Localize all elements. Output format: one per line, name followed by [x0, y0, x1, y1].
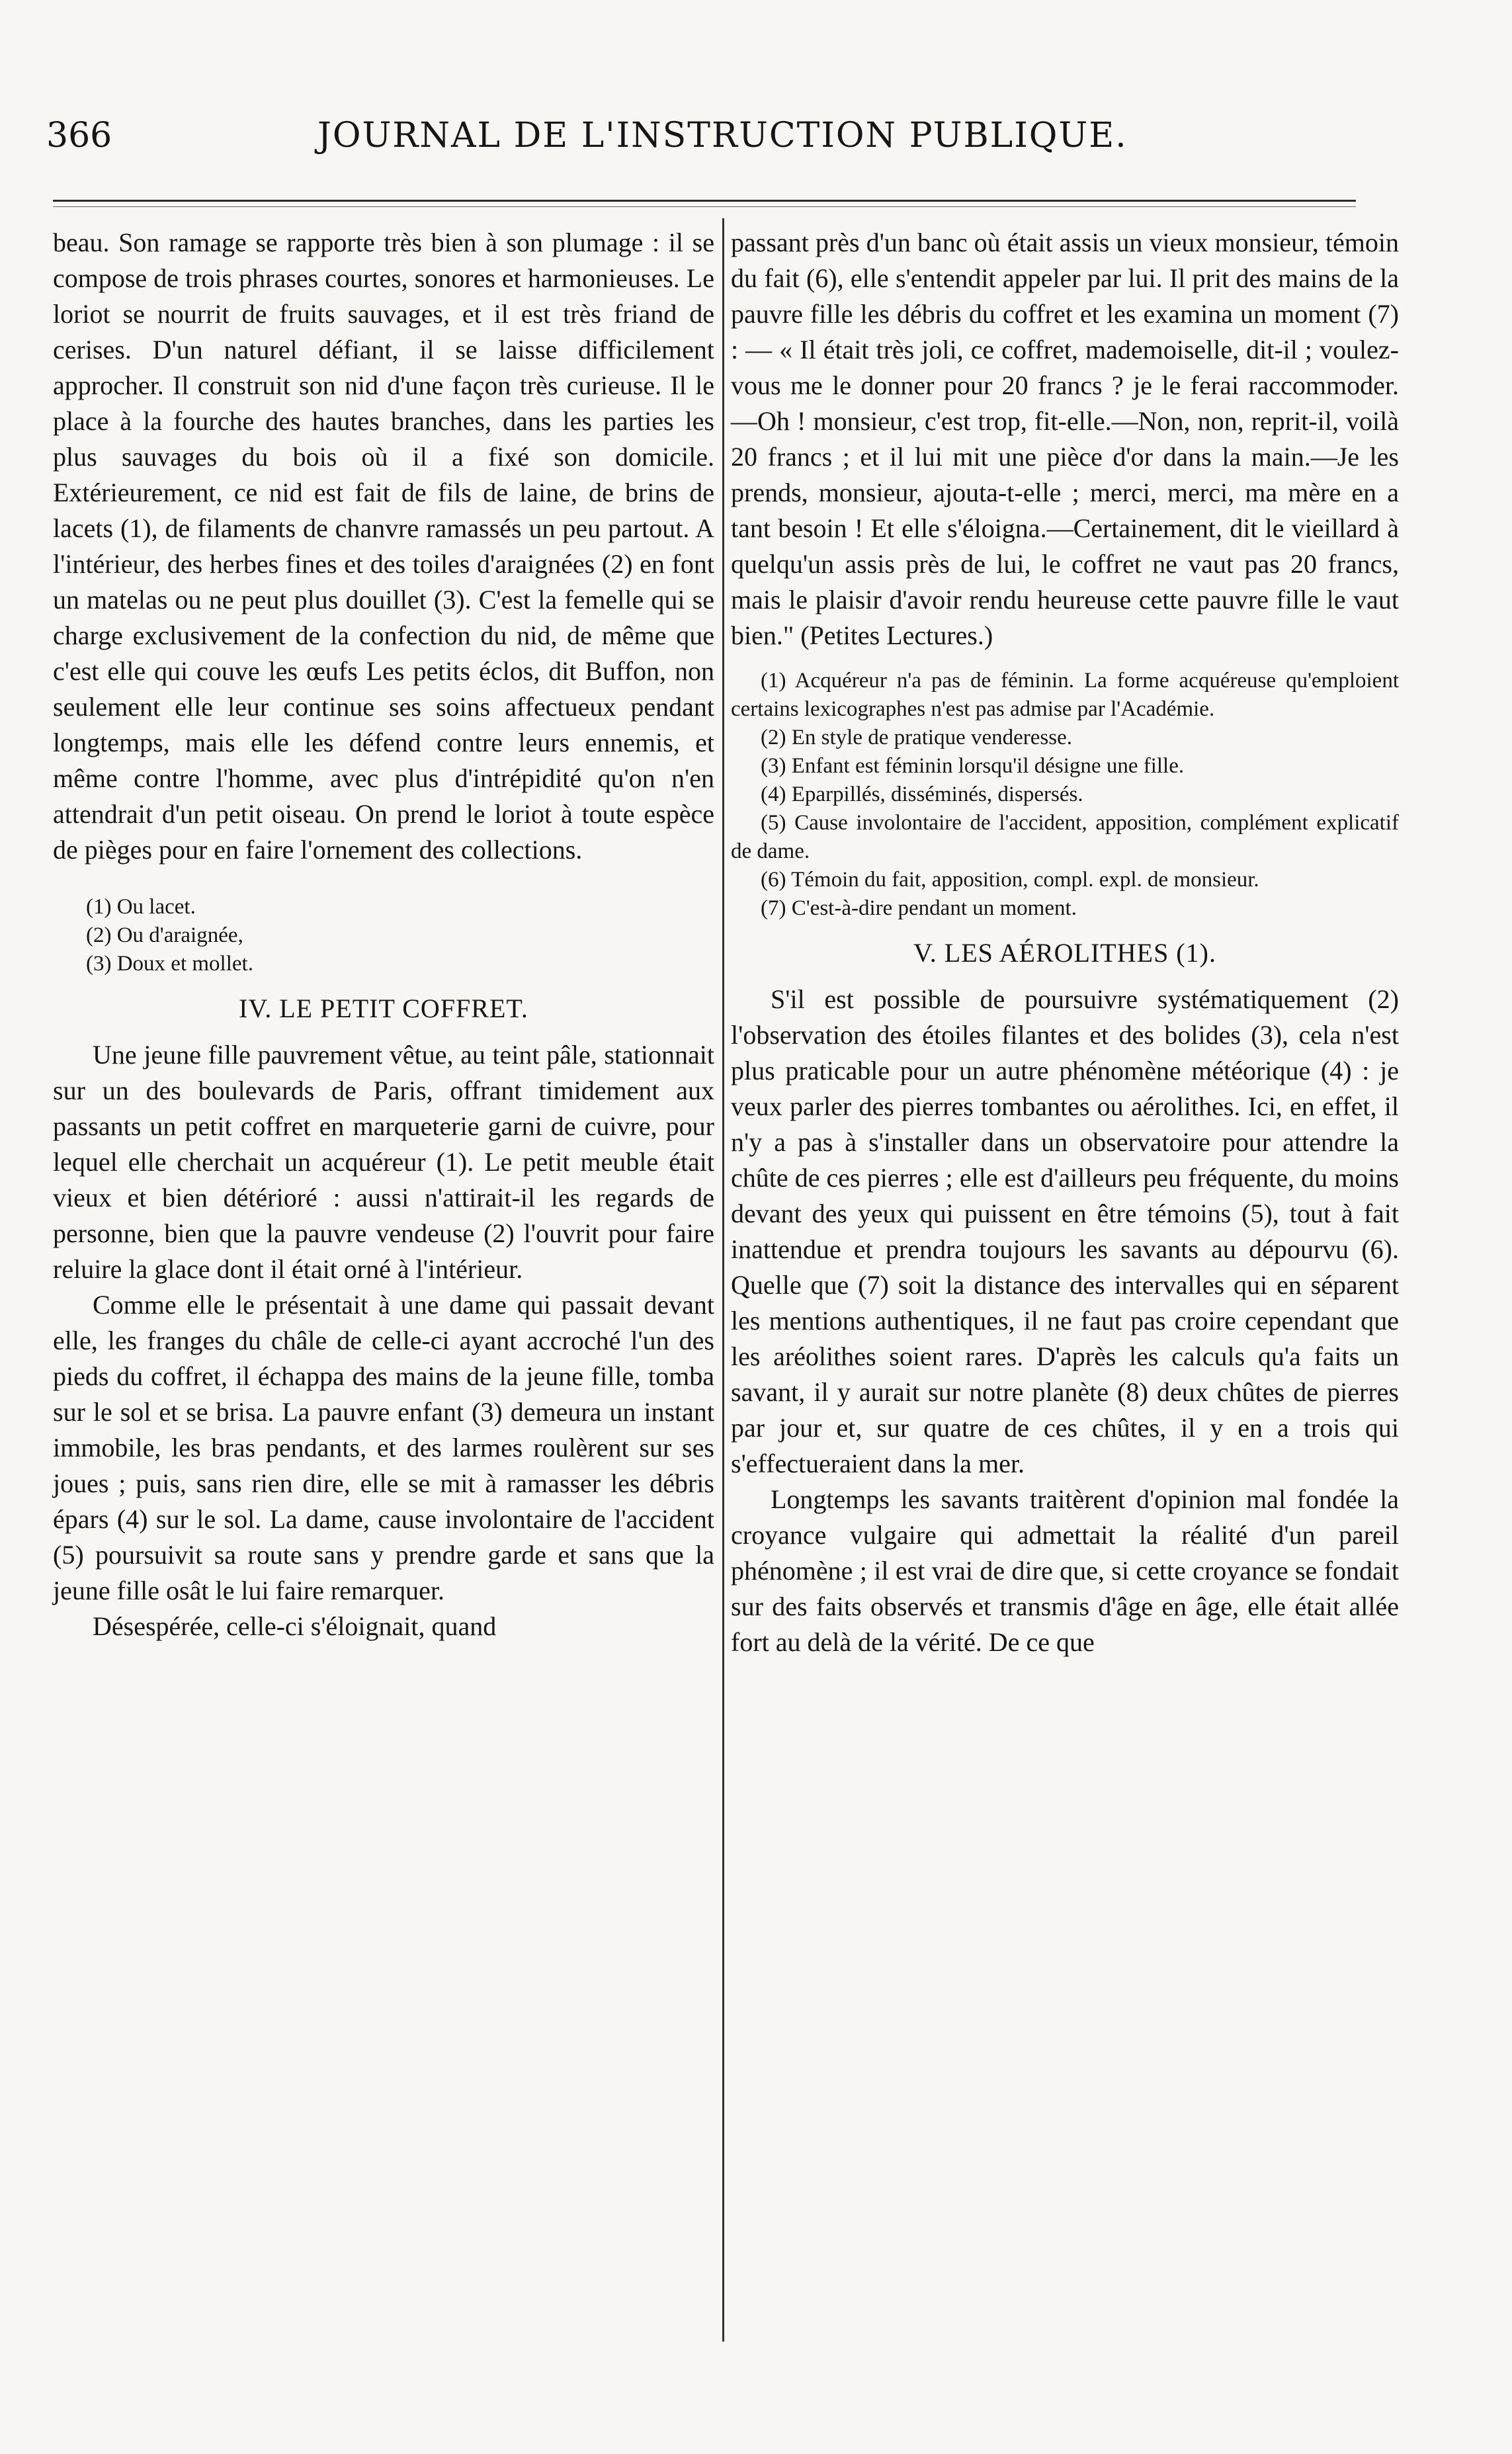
left-footnote-2: (2) Ou d'araignée, — [86, 923, 243, 947]
right-paragraph-1: passant près d'un banc où était assis un vieux monsieur, témoin du fait (6), elle s'entendit appeler par lui. Il prit des mains de la pauvre fille les débris du coffret et les examina un moment (7) : — « Il était très joli, ce coffret, mademoiselle, dit-il ; voulez-vous me le donner pour 20 francs ? je le ferai raccommoder. —Oh ! monsieur, c'est trop, fit-elle.—Non, non, reprit-il, voilà 20 francs ; et il lui mit une pièce d'or dans la main.—Je les prends, monsieur, ajouta-t-elle ; merci, merci, ma mère en a tant besoin ! Et elle s'éloigna.—Certainement, dit le vieillard à quelqu'un assis près de lui, le coffret ne vaut pas 20 francs, mais le plaisir d'avoir rendu heureuse cette pauvre fille le vaut bien." (Petites Lectures.) — [731, 228, 1399, 650]
running-title: JOURNAL DE L'INSTRUCTION PUBLIQUE. — [317, 116, 1128, 155]
header-rule-thin — [53, 206, 1356, 207]
left-footnote-1: (1) Ou lacet. — [86, 895, 196, 919]
section-heading-aerolithes: V. LES AÉROLITHES (1). — [913, 938, 1216, 968]
left-paragraph-3: Comme elle le présentait à une dame qui passait devant elle, les franges du châle de celle-ci ayant accroché l'un des pieds du coffret, il échappa des mains de la jeune fille, tomba sur le sol et se brisa. La pauvre enfant (3) demeura un instant immobile, les bras pendants, et des larmes roulèrent sur ses joues ; puis, sans rien dire, elle se mit à ramasser les débris épars (4) sur le sol. La dame, cause involontaire de l'accident (5) poursuivit sa route sans y prendre garde et sans que la jeune fille osât le lui faire remarquer. — [53, 1290, 714, 1605]
left-paragraph-2: Une jeune fille pauvrement vêtue, au teint pâle, stationnait sur un des boulevards de Paris, offrant timidement aux passants un petit coffret en marqueterie garni de cuivre, pour lequel elle cherchait un acquéreur (1). Le petit meuble était vieux et bien détérioré : aussi n'attirait-il les regards de personne, bien que la pauvre vendeuse (2) l'ouvrit pour faire reluire la glace dont il était orné à l'intérieur. — [53, 1040, 714, 1284]
left-footnotes — [86, 893, 714, 978]
header-rule — [53, 200, 1356, 202]
left-paragraph-4: Désespérée, celle-ci s'éloignait, quand — [93, 1611, 497, 1641]
right-footnote-2: (2) En style de pratique venderesse. — [761, 726, 1072, 749]
left-paragraph-1: beau. Son ramage se rapporte très bien à son plumage : il se compose de trois phrases courtes, sonores et harmonieuses. Le loriot se nourrit de fruits sauvages, et il est très friand de cerises. D'un naturel défiant, il se laisse difficilement approcher. Il construit son nid d'une façon très curieuse. Il le place à la fourche des hautes branches, dans les parties les plus sauvages du bois où il a fixé son domicile. Extérieurement, ce nid est fait de fils de laine, de brins de lacets (1), de filaments de chanvre ramassés un peu partout. A l'intérieur, des herbes fines et des toiles d'araignées (2) en font un matelas ou ne peut plus douillet (3). C'est la femelle qui se charge exclusivement de la confection du nid, de même que c'est elle qui couve les œufs Les petits éclos, dit Buffon, non seulement elle leur continue ses soins affectueux pendant longtemps, mais elle les défend contre leurs ennemis, et même contre l'homme, avec plus d'intrépidité qu'on n'en attendrait d'un petit oiseau. On prend le loriot à toute espèce de pièges pour en faire l'ornement des collections. — [53, 228, 714, 865]
right-footnote-3: (3) Enfant est féminin lorsqu'il désigne une fille. — [761, 754, 1185, 778]
right-column — [731, 225, 1399, 1660]
right-footnote-7: (7) C'est-à-dire pendant un moment. — [761, 896, 1077, 920]
right-footnote-1: (1) Acquéreur n'a pas de féminin. La forme acquéreuse qu'emploient certains lexicographes n'est pas admise par l'Académie. — [731, 669, 1399, 721]
right-paragraph-3: Longtemps les savants traitèrent d'opinion mal fondée la croyance vulgaire qui admettait la réalité d'un pareil phénomène ; il est vrai de dire que, si cette croyance se fondait sur des faits observés et transmis d'âge en âge, elle était allée fort au delà de la vérité. De ce que — [731, 1484, 1399, 1657]
column-divider — [722, 218, 724, 2342]
left-footnote-3: (3) Doux et mollet. — [86, 952, 253, 976]
right-footnote-5: (5) Cause involontaire de l'accident, apposition, complément explicatif de dame. — [731, 811, 1399, 863]
section-heading-petit-coffret: IV. LE PETIT COFFRET. — [239, 994, 528, 1023]
right-paragraph-2: S'il est possible de poursuivre systématiquement (2) l'observation des étoiles filantes et des bolides (3), cela n'est plus praticable pour un autre phénomène météorique (4) : je veux parler des pierres tombantes ou aérolithes. Ici, en effet, il n'y a pas à s'installer dans un observatoire pour attendre la chûte de ces pierres ; elle est d'ailleurs peu fréquente, du moins devant des yeux qui puissent en être témoins (5), tout à fait inattendue et prendra toujours les savants au dépourvu (6). Quelle que (7) soit la distance des intervalles qui en séparent les mentions authentiques, il ne faut pas croire cependant que les aréolithes soient rares. D'après les calculs qu'a faits un savant, il y aurait sur notre planète (8) deux chûtes de pierres par jour et, sur quatre de ces chûtes, il y en a trois qui s'effectueraient dans la mer. — [731, 984, 1399, 1478]
page-number: 366 — [46, 116, 112, 155]
left-column — [53, 225, 714, 1644]
right-footnote-4: (4) Eparpillés, disséminés, dispersés. — [761, 783, 1083, 806]
page-header — [46, 116, 1369, 175]
right-footnotes — [731, 667, 1399, 923]
right-footnote-6: (6) Témoin du fait, apposition, compl. expl. de monsieur. — [761, 868, 1259, 892]
